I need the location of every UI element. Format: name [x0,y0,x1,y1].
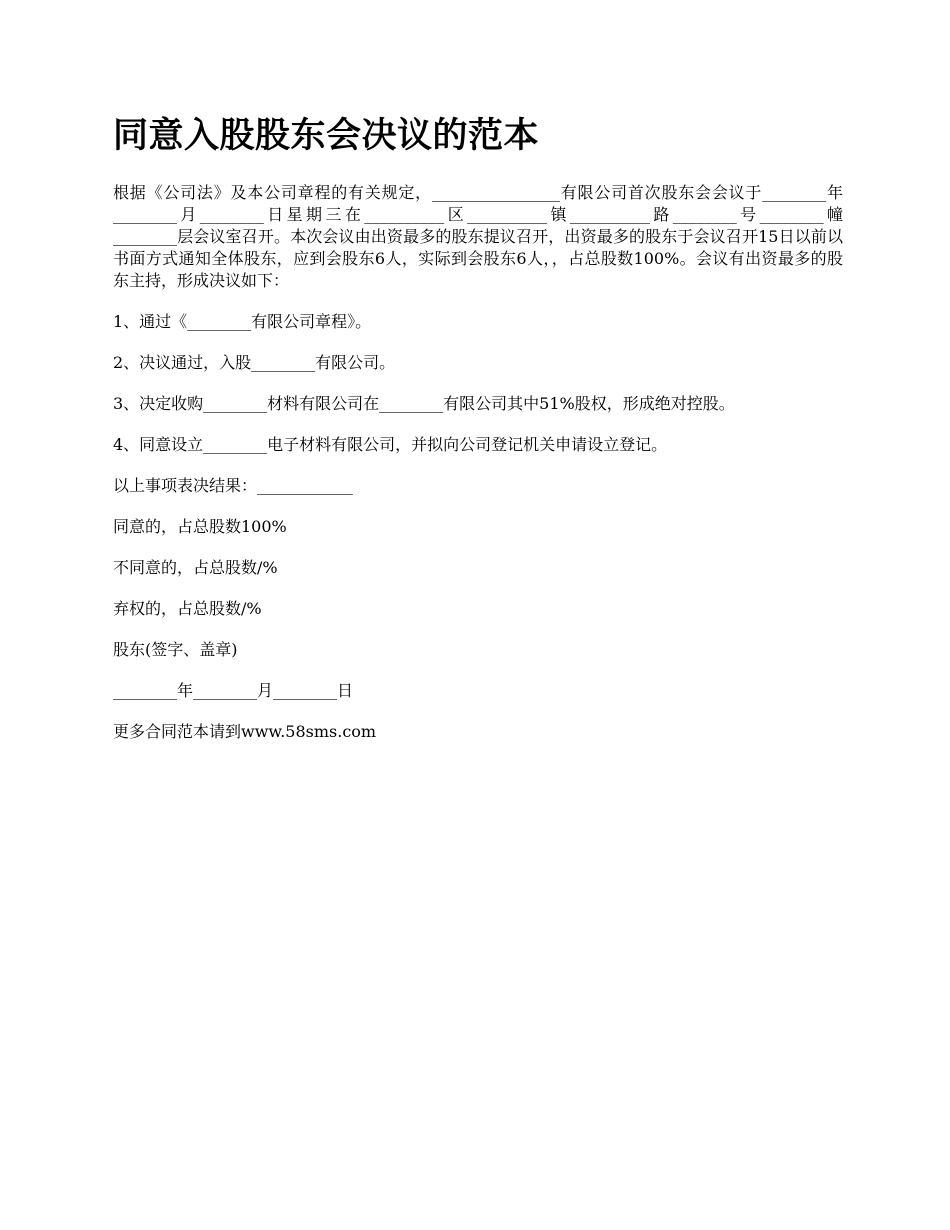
resolution-item-2: 2、决议通过，入股________有限公司。 [113,353,396,372]
document-title: 同意入股股东会决议的范本 [113,115,540,156]
document-page [113,112,843,762]
resolution-item-3: 3、决定收购________材料有限公司在________有限公司其中51%股权，形成绝对控股。 [113,394,735,413]
resolution-item-4: 4、同意设立________电子材料有限公司，并拟向公司登记机关申请设立登记。 [113,435,668,454]
disagree-line: 不同意的，占总股数/% [113,558,278,577]
resolution-item-1: 1、通过《________有限公司章程》。 [113,312,372,331]
signature-line: 股东(签字、盖章) [113,640,238,659]
date-line: ________年________月________日 [113,681,354,700]
footer-link[interactable]: 更多合同范本请到www.58sms.com [113,722,377,741]
intro-paragraph: 根据《公司法》及本公司章程的有关规定，________________有限公司首次股东会会议于________年________月________日星期三在__________区__________镇__________路________号________幢________层会议室召开。本次会议由出资最多的股东提议召开，出资最多的股东于会议召开15日以前以书面方式通知全体股东，应到会股东6人，实际到会股东6人，，占总股数100%。会议有出资最多的股东主持，形成决议如下： [113,183,843,290]
agree-line: 同意的，占总股数100% [113,517,287,536]
abstain-line: 弃权的，占总股数/% [113,599,262,618]
vote-result-label: 以上事项表决结果：____________ [113,476,354,495]
